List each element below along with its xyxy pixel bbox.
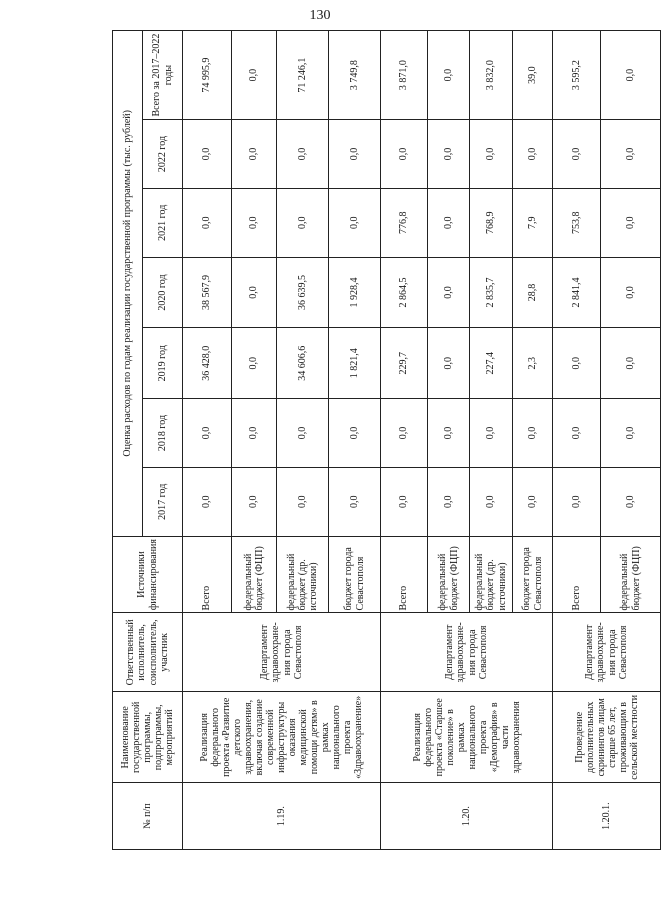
cell-value: 0,0 bbox=[601, 467, 661, 536]
cell-value: 0,0 bbox=[601, 399, 661, 468]
cell-total: 3 871,0 bbox=[381, 31, 428, 120]
header-year: 2019 год bbox=[143, 328, 183, 399]
cell-value: 0,0 bbox=[601, 188, 661, 257]
header-executor: Ответственный исполнитель, соисполнитель, участник bbox=[113, 613, 183, 692]
row-executor: Департамент здравоохране-ния города Севастополя bbox=[553, 613, 661, 692]
cell-value: 768,9 bbox=[470, 188, 513, 257]
cell-value: 2,3 bbox=[513, 328, 553, 399]
row-source: Всего bbox=[183, 536, 232, 613]
header-row-top bbox=[113, 31, 143, 850]
cell-value: 0,0 bbox=[183, 120, 232, 189]
cell-value: 0,0 bbox=[601, 328, 661, 399]
cell-value: 0,0 bbox=[513, 120, 553, 189]
cell-value: 0,0 bbox=[381, 467, 428, 536]
cell-value: 0,0 bbox=[277, 399, 329, 468]
cell-total: 3 595,2 bbox=[553, 31, 601, 120]
row-source: бюджет города Севастополя bbox=[329, 536, 381, 613]
header-estimate: Оценка расходов по годам реализации государственной программы (тыс. рублей) bbox=[113, 31, 143, 537]
cell-value: 0,0 bbox=[470, 467, 513, 536]
header-year: 2020 год bbox=[143, 257, 183, 328]
cell-total: 0,0 bbox=[428, 31, 470, 120]
row-source: федеральный бюджет (ФЦП) bbox=[232, 536, 277, 613]
cell-value: 0,0 bbox=[277, 188, 329, 257]
cell-value: 0,0 bbox=[381, 120, 428, 189]
header-year: 2018 год bbox=[143, 399, 183, 468]
cell-value: 0,0 bbox=[513, 467, 553, 536]
cell-total: 0,0 bbox=[601, 31, 661, 120]
row-num: 1.20. bbox=[381, 783, 553, 850]
cell-value: 0,0 bbox=[470, 399, 513, 468]
cell-total: 0,0 bbox=[232, 31, 277, 120]
cell-value: 0,0 bbox=[183, 467, 232, 536]
cell-value: 34 606,6 bbox=[277, 328, 329, 399]
cell-value: 0,0 bbox=[553, 399, 601, 468]
cell-value: 0,0 bbox=[601, 257, 661, 328]
cell-value: 1 821,4 bbox=[329, 328, 381, 399]
cell-total: 74 995,9 bbox=[183, 31, 232, 120]
row-executor: Департамент здравоохране-ния города Севастополя bbox=[381, 613, 553, 692]
cell-value: 0,0 bbox=[183, 399, 232, 468]
cell-value: 0,0 bbox=[329, 467, 381, 536]
cell-value: 0,0 bbox=[329, 399, 381, 468]
cell-value: 0,0 bbox=[329, 120, 381, 189]
row-name: Реализация федерального проекта «Старшее поколение» в рамках национального проекта «Демография» в части здравоохранения bbox=[381, 692, 553, 783]
row-source: бюджет города Севастополя bbox=[513, 536, 553, 613]
cell-value: 0,0 bbox=[277, 120, 329, 189]
cell-value: 2 841,4 bbox=[553, 257, 601, 328]
cell-value: 0,0 bbox=[470, 120, 513, 189]
cell-value: 0,0 bbox=[381, 399, 428, 468]
header-source: Источники финансирования bbox=[113, 536, 183, 613]
row-source: федеральный бюджет (ФЦП) bbox=[601, 536, 661, 613]
cell-value: 0,0 bbox=[232, 399, 277, 468]
cell-value: 28,8 bbox=[513, 257, 553, 328]
header-total: Всего за 2017–2022 годы bbox=[143, 31, 183, 120]
cell-value: 0,0 bbox=[277, 467, 329, 536]
cell-value: 7,9 bbox=[513, 188, 553, 257]
row-name: Проведение дополнительных скринингов лицам старше 65 лет, проживающим в сельской местности bbox=[553, 692, 661, 783]
header-year: 2021 год bbox=[143, 188, 183, 257]
cell-value: 0,0 bbox=[553, 467, 601, 536]
row-source: Всего bbox=[553, 536, 601, 613]
cell-value: 0,0 bbox=[553, 328, 601, 399]
cell-value: 229,7 bbox=[381, 328, 428, 399]
header-year: 2017 год bbox=[143, 467, 183, 536]
row-name: Реализация федерального проекта «Развитие детского здравоохранения, включая создание современной инфраструктуры оказания медицинской помощи детям» в рамках национального проекта «Здравоохранение» bbox=[183, 692, 381, 783]
cell-value: 36 639,5 bbox=[277, 257, 329, 328]
cell-value: 0,0 bbox=[183, 188, 232, 257]
header-year: 2022 год bbox=[143, 120, 183, 189]
cell-value: 2 864,5 bbox=[381, 257, 428, 328]
row-num: 1.19. bbox=[183, 783, 381, 850]
cell-value: 0,0 bbox=[428, 467, 470, 536]
cell-value: 36 428,0 bbox=[183, 328, 232, 399]
budget-table bbox=[112, 30, 661, 850]
cell-value: 0,0 bbox=[232, 467, 277, 536]
row-source: федеральный бюджет (ФЦП) bbox=[428, 536, 470, 613]
table-row bbox=[553, 31, 601, 850]
table-row bbox=[183, 31, 232, 850]
cell-value: 0,0 bbox=[232, 257, 277, 328]
cell-total: 71 246,1 bbox=[277, 31, 329, 120]
header-num: № п/п bbox=[113, 783, 183, 850]
cell-value: 0,0 bbox=[232, 188, 277, 257]
cell-value: 1 928,4 bbox=[329, 257, 381, 328]
cell-value: 38 567,9 bbox=[183, 257, 232, 328]
cell-total: 3 832,0 bbox=[470, 31, 513, 120]
row-executor: Департамент здравоохране-ния города Севастополя bbox=[183, 613, 381, 692]
row-source: федеральный бюджет (др. источники) bbox=[470, 536, 513, 613]
row-num: 1.20.1. bbox=[553, 783, 661, 850]
row-source: Всего bbox=[381, 536, 428, 613]
cell-total: 39,0 bbox=[513, 31, 553, 120]
header-name: Наименование государственной программы, подпрограммы, мероприятий bbox=[113, 692, 183, 783]
cell-value: 0,0 bbox=[428, 188, 470, 257]
cell-value: 753,8 bbox=[553, 188, 601, 257]
cell-value: 0,0 bbox=[428, 257, 470, 328]
table-row bbox=[381, 31, 428, 850]
cell-value: 0,0 bbox=[428, 399, 470, 468]
rotated-table-container bbox=[112, 30, 642, 850]
cell-value: 0,0 bbox=[428, 120, 470, 189]
cell-total: 3 749,8 bbox=[329, 31, 381, 120]
row-source: федеральный бюджет (др. источники) bbox=[277, 536, 329, 613]
cell-value: 227,4 bbox=[470, 328, 513, 399]
cell-value: 0,0 bbox=[428, 328, 470, 399]
cell-value: 2 835,7 bbox=[470, 257, 513, 328]
cell-value: 0,0 bbox=[232, 328, 277, 399]
cell-value: 0,0 bbox=[601, 120, 661, 189]
cell-value: 0,0 bbox=[329, 188, 381, 257]
cell-value: 0,0 bbox=[553, 120, 601, 189]
cell-value: 0,0 bbox=[232, 120, 277, 189]
page-number: 130 bbox=[309, 8, 331, 23]
cell-value: 776,8 bbox=[381, 188, 428, 257]
cell-value: 0,0 bbox=[513, 399, 553, 468]
